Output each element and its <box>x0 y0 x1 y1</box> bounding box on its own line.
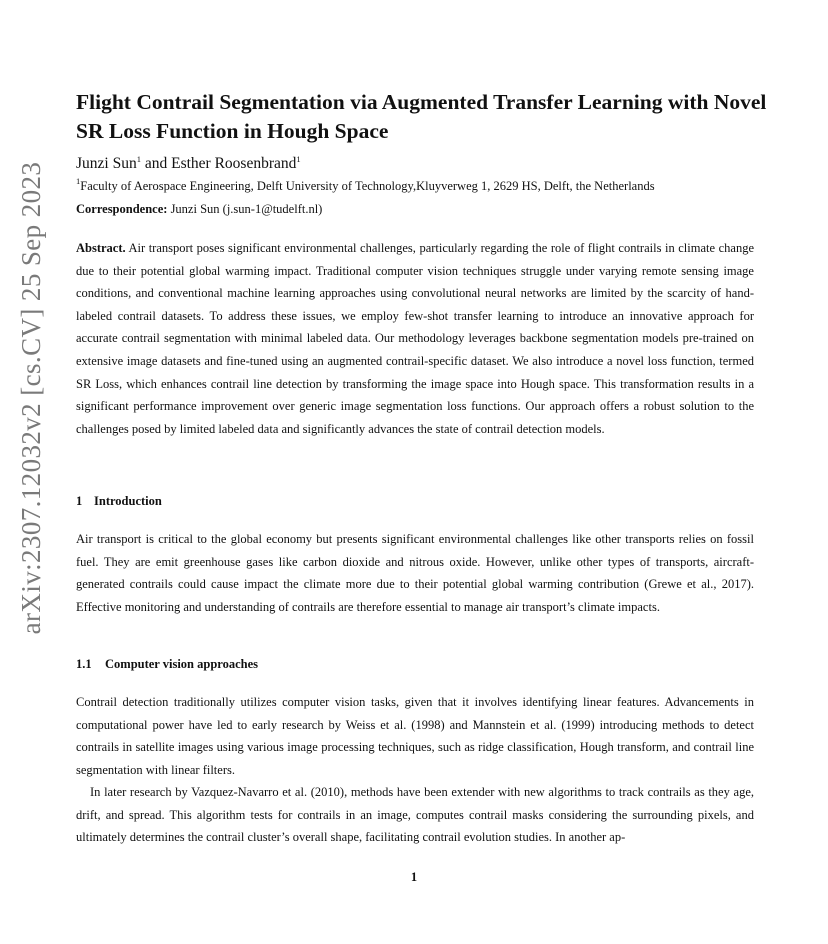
introduction-paragraph: Air transport is critical to the global economy but presents significant environmental challenges like other transports relies on fossil fuel. They are emit greenhouse gases like carbon dioxide and nitrous oxide. However, unlike other types of transports, aircraft-generated contrails could cause impact the climate more due to their potential global warming contribution (Grewe et al., 2017). Effective monitoring and understanding of contrails are therefore essential to manage air transport’s climate impacts. <box>76 532 754 614</box>
affiliation-marker: 1 <box>296 154 301 164</box>
correspondence-label: Correspondence: <box>76 202 168 216</box>
affiliation-line <box>76 176 655 194</box>
abstract-text: Air transport poses significant environmental challenges, particularly regarding the role of flight contrails in climate change due to their potential global warming impact. Traditional computer vision techniques struggle under varying remote sensing image conditions, and conventional machine learning approaches using convolutional neural networks are limited by the scarcity of hand-labeled contrail datasets. To address these issues, we employ few-shot transfer learning to introduce an innovative approach for accurate contrail segmentation with minimal labeled data. Our methodology leverages backbone segmentation models pre-trained on extensive image datasets and fine-tuned using an augmented contrail-specific dataset. We also introduce a novel loss function, termed SR Loss, which enhances contrail line detection by transforming the image space into Hough space. This transformation results in a significant performance improvement over generic image segmentation loss functions. Our approach offers a robust solution to the challenges posed by limited labeled data and significantly advances the state of contrail detection models. <box>76 241 754 436</box>
section-title: Introduction <box>94 494 162 508</box>
arxiv-identifier-stamp <box>12 158 60 638</box>
paper-title: Flight Contrail Segmentation via Augmented Transfer Learning with Novel SR Loss Function in Hough Space <box>76 90 767 143</box>
page-number: 1 <box>410 870 418 884</box>
computer-vision-paragraph-1: Contrail detection traditionally utilizes computer vision tasks, given that it involves identifying linear features. Advancements in computational power have led to early research by Weiss et al. (1998) and Mannstein et al. (1999) introducing methods to detect contrails in satellite images using various image processing techniques, such as ridge classification, Hough transform, and contrail line segmentation with linear filters. <box>76 695 754 777</box>
author-conjunction: and <box>140 155 172 172</box>
section-number: 1.1 <box>76 657 92 671</box>
correspondence-line <box>76 202 322 217</box>
author-name: Esther Roosenbrand <box>171 155 297 172</box>
section-heading-introduction <box>76 494 162 509</box>
section-number: 1 <box>76 494 83 508</box>
arxiv-identifier-text: arXiv:2307.12032v2 [cs.CV] 25 Sep 2023 <box>16 161 46 635</box>
affiliation-marker: 1 <box>76 176 81 186</box>
section-title: Computer vision approaches <box>105 657 259 671</box>
author-name: Junzi Sun <box>76 155 137 172</box>
computer-vision-paragraph-2: In later research by Vazquez-Navarro et al. (2010), methods have been extender with new algorithms to track contrails as they age, drift, and spread. This algorithm tests for contrails in an image, computes contrail masks considering the surrounding pixels, and ultimately determines the contrail cluster’s overall shape, facilitating contrail evolution studies. In another ap- <box>76 785 754 845</box>
subsection-heading-computer-vision <box>76 657 258 672</box>
affiliation-text: Faculty of Aerospace Engineering, Delft University of Technology,Kluyverweg 1, 2629 HS, Delft, the Netherlands <box>80 179 655 193</box>
affiliation-marker: 1 <box>136 154 141 164</box>
author-line <box>76 155 301 173</box>
correspondence-text: Junzi Sun (j.sun-1@tudelft.nl) <box>167 202 323 216</box>
abstract-label: Abstract. <box>76 241 126 255</box>
abstract-paragraph <box>76 237 754 440</box>
